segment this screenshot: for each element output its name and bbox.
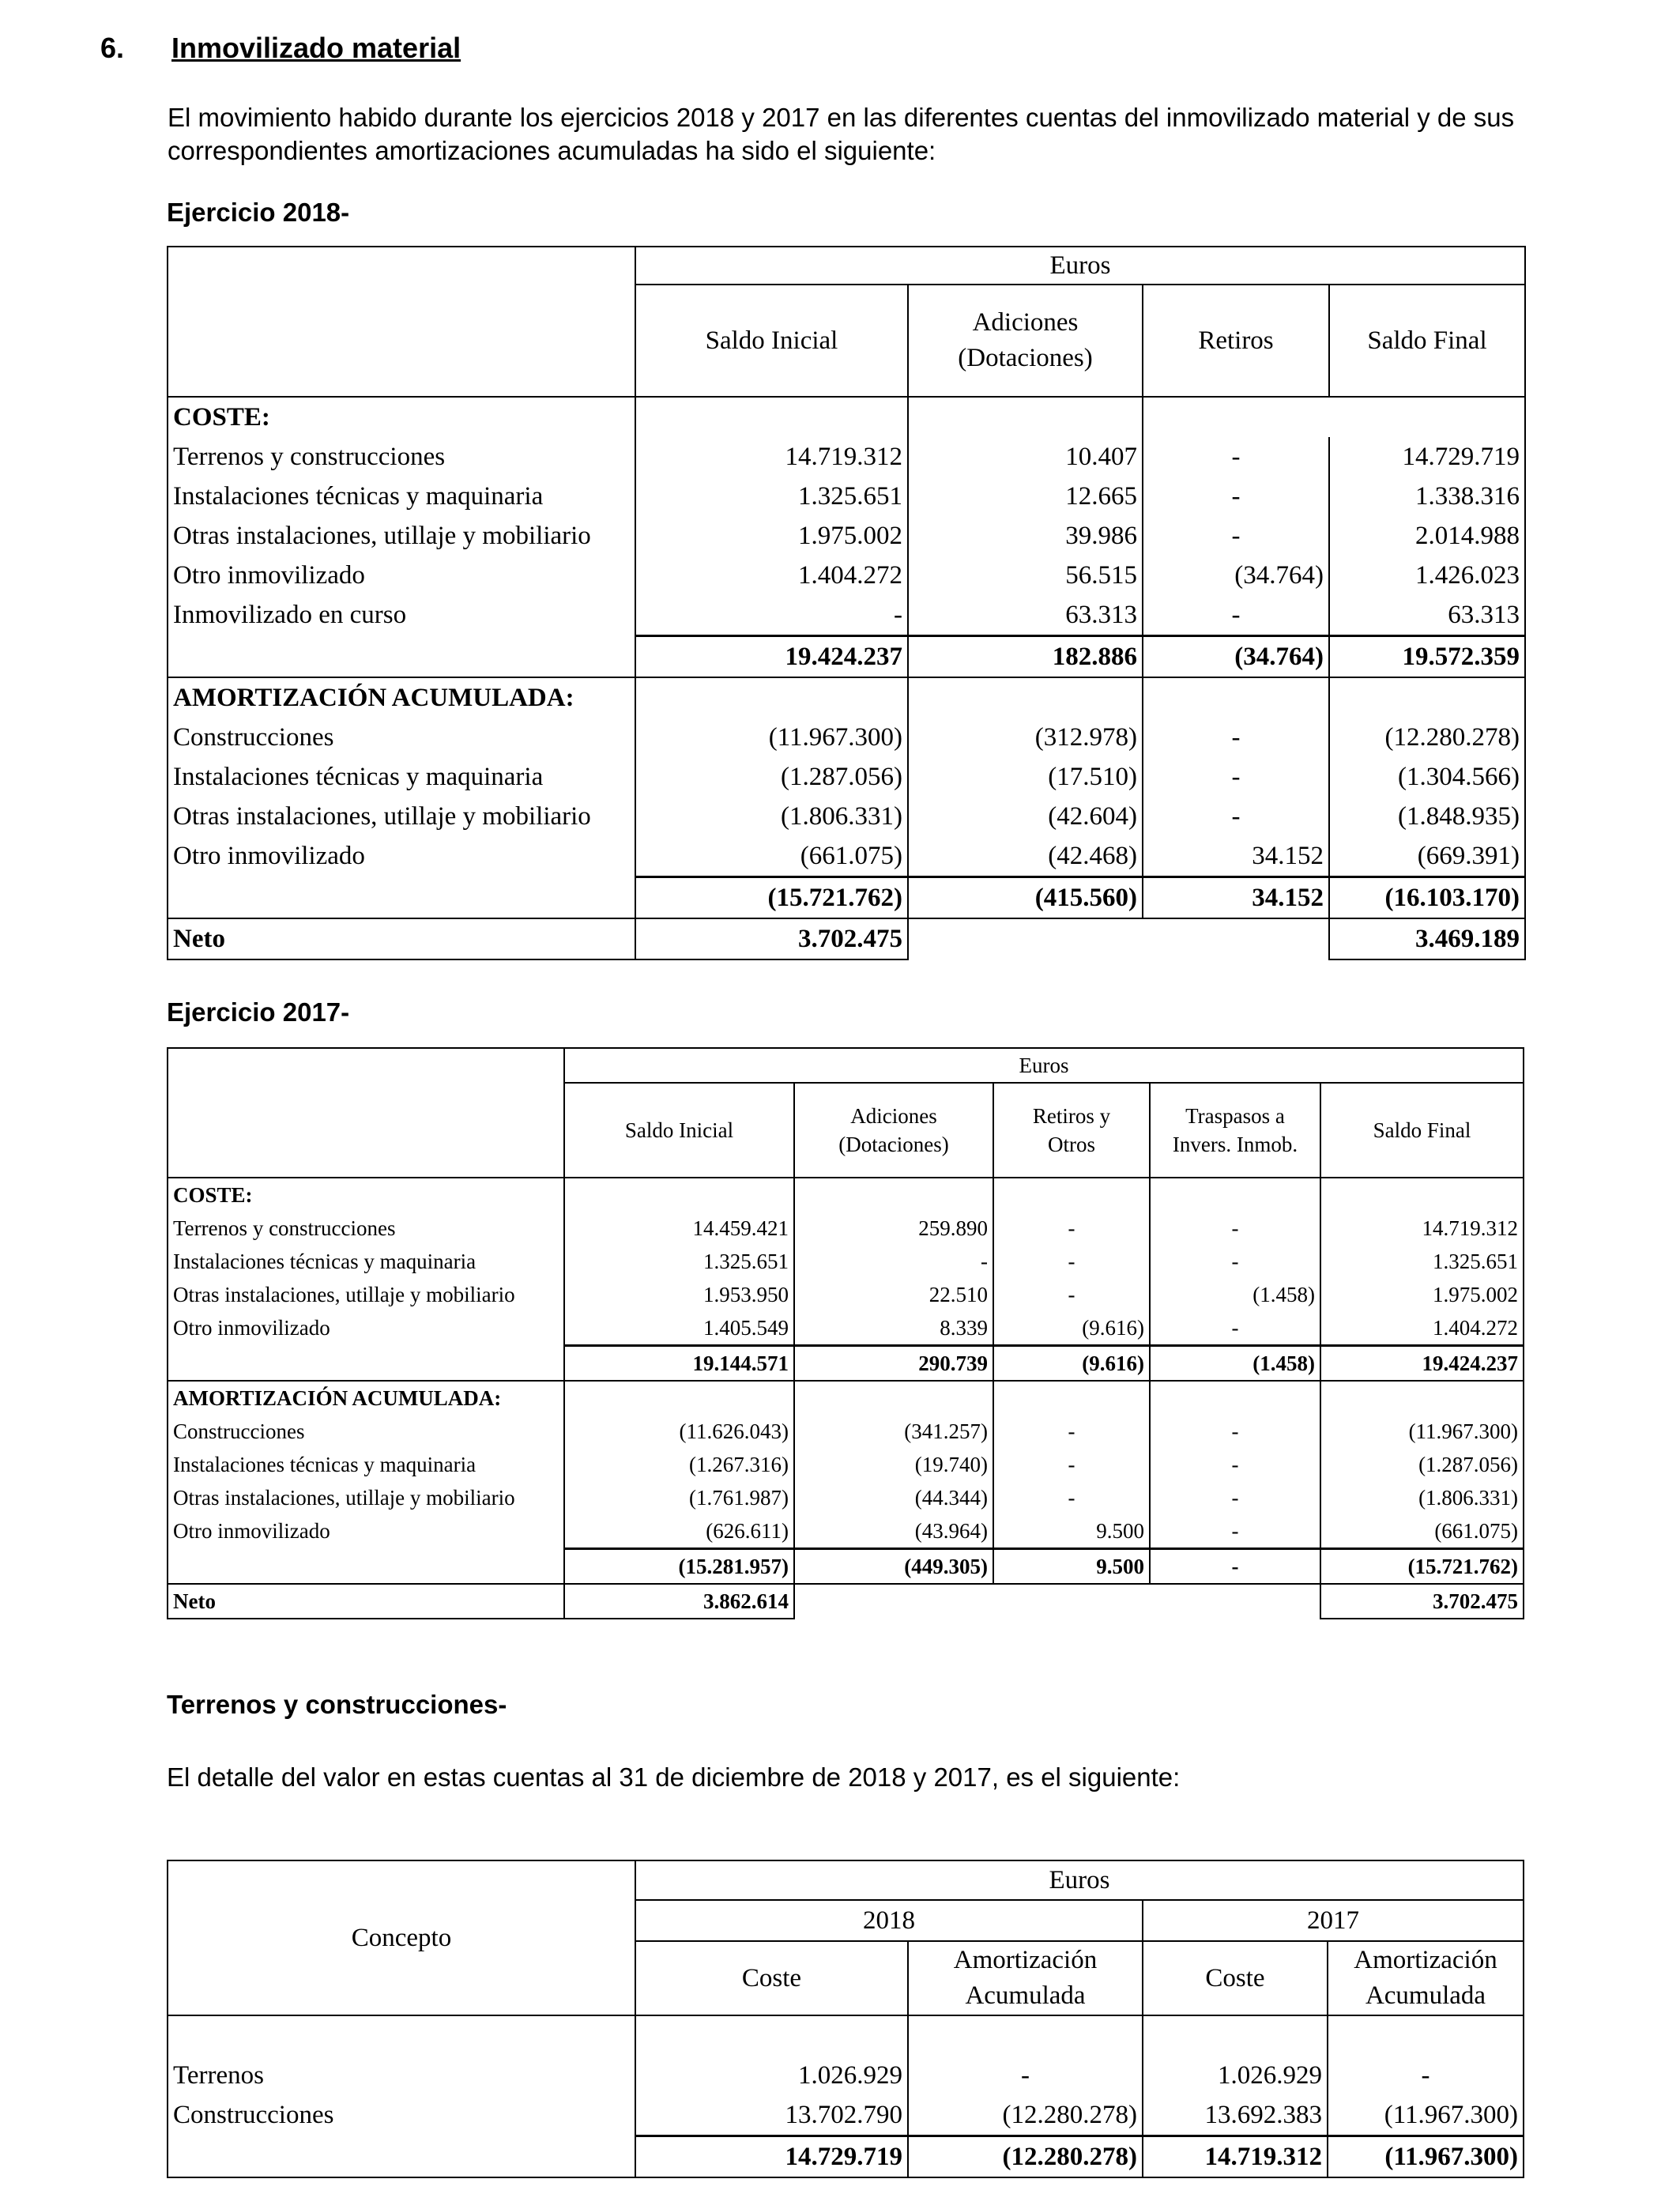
row-value: (661.075) [635, 836, 908, 877]
row-value: (1.267.316) [564, 1448, 794, 1481]
col-saldo-final: Saldo Final [1320, 1083, 1524, 1178]
coste-total: 19.424.237 [1320, 1346, 1524, 1382]
row-value: 22.510 [794, 1278, 993, 1311]
row-value: 10.407 [908, 437, 1143, 477]
table-row [168, 1448, 1524, 1481]
col-traspasos [1150, 1083, 1320, 1178]
terrenos-intro: El detalle del valor en estas cuentas al 31 de diciembre de 2018 y 2017, es el siguiente: [167, 1762, 1181, 1792]
table-row [168, 437, 1525, 477]
row-label: Otras instalaciones, utillaje y mobiliario [168, 1278, 564, 1311]
coste-label: COSTE: [168, 1178, 564, 1212]
row-value: 14.459.421 [564, 1212, 794, 1245]
row-value: (661.075) [1320, 1514, 1524, 1549]
row-label: Otro inmovilizado [168, 556, 635, 595]
row-label: Otras instalaciones, utillaje y mobiliario [168, 1481, 564, 1514]
coste-label: COSTE: [168, 397, 635, 437]
row-value: (1.761.987) [564, 1481, 794, 1514]
row-value: (669.391) [1329, 836, 1525, 877]
row-value: - [1231, 762, 1241, 791]
header-blank [168, 247, 635, 397]
row-label: Otras instalaciones, utillaje y mobiliario [168, 516, 635, 556]
row-value: - [993, 1278, 1150, 1311]
row-value: (42.604) [908, 797, 1143, 836]
table-row [168, 797, 1525, 836]
amort-total: (16.103.170) [1329, 877, 1525, 919]
row-label: Construcciones [168, 1415, 564, 1448]
row-value: (11.626.043) [564, 1415, 794, 1448]
col-coste-2017: Coste [1143, 1941, 1328, 2015]
table-row [168, 2095, 1524, 2136]
row-label: Instalaciones técnicas y maquinaria [168, 1448, 564, 1481]
neto-final: 3.702.475 [1320, 1584, 1524, 1619]
col-retiros: Retiros [1143, 285, 1329, 397]
table-2018 [167, 246, 1526, 960]
row-value: (34.764) [1234, 560, 1324, 590]
row-value: (11.967.300) [635, 718, 908, 757]
amort-total: (15.721.762) [1320, 1549, 1524, 1585]
coste-total: 19.144.571 [564, 1346, 794, 1382]
row-value: 14.719.312 [635, 437, 908, 477]
row-value: 39.986 [908, 516, 1143, 556]
row-value: - [1231, 481, 1241, 511]
row-value: - [794, 1245, 993, 1278]
amort-total: - [1150, 1549, 1320, 1585]
col-saldo-inicial: Saldo Inicial [635, 285, 908, 397]
year-2018: 2018 [635, 1900, 1143, 1941]
table-row [168, 836, 1525, 877]
row-value: 1.404.272 [635, 556, 908, 595]
row-value: (9.616) [993, 1311, 1150, 1346]
row-value: - [1150, 1448, 1320, 1481]
row-label: Instalaciones técnicas y maquinaria [168, 477, 635, 516]
table-row [168, 516, 1525, 556]
row-value: 34.152 [1252, 841, 1324, 870]
col-retiros [993, 1083, 1150, 1178]
row-value: (17.510) [908, 757, 1143, 797]
amort-total: 9.500 [993, 1549, 1150, 1585]
coste-total: 19.572.359 [1329, 636, 1525, 678]
table-row [168, 2056, 1524, 2095]
row-value: 12.665 [908, 477, 1143, 516]
amort-total: (449.305) [794, 1549, 993, 1585]
col-adiciones-line2: (Dotaciones) [958, 344, 1093, 372]
col-traspasos-line1: Traspasos a [1185, 1103, 1285, 1128]
neto-inicial: 3.862.614 [564, 1584, 794, 1619]
row-value: (1.287.056) [635, 757, 908, 797]
row-value: - [993, 1415, 1150, 1448]
row-value: 1.426.023 [1329, 556, 1525, 595]
coste-total: 182.886 [908, 636, 1143, 678]
row-value: - [993, 1448, 1150, 1481]
row-value: 14.729.719 [1329, 437, 1525, 477]
col-amort-line2: Acumulada [1365, 1981, 1486, 2010]
table-row [168, 1481, 1524, 1514]
total-coste-2017: 14.719.312 [1143, 2136, 1328, 2178]
row-label: Terrenos y construcciones [168, 437, 635, 477]
heading-terrenos: Terrenos y construcciones- [167, 1690, 507, 1719]
row-value: (11.967.300) [1320, 1415, 1524, 1448]
coste-total: (34.764) [1143, 636, 1329, 678]
row-value: 9.500 [993, 1514, 1150, 1549]
row-value: 1.953.950 [564, 1278, 794, 1311]
heading-2017: Ejercicio 2017- [167, 997, 350, 1027]
col-amort-line1: Amortización [953, 1946, 1098, 1975]
row-value: (626.611) [564, 1514, 794, 1549]
amort-total: 34.152 [1143, 877, 1329, 919]
row-value: 1.325.651 [564, 1245, 794, 1278]
total-amort-2017: (11.967.300) [1328, 2136, 1524, 2178]
row-value: - [1150, 1311, 1320, 1346]
currency-label: Euros [635, 1860, 1524, 1900]
col-adiciones-line1: Adiciones [850, 1103, 937, 1128]
row-value: (1.304.566) [1329, 757, 1525, 797]
col-coste-2018: Coste [635, 1941, 908, 2015]
section-heading [100, 32, 461, 65]
row-value: (44.344) [794, 1481, 993, 1514]
coste-total: 290.739 [794, 1346, 993, 1382]
row-label: Instalaciones técnicas y maquinaria [168, 757, 635, 797]
amort-total: (415.560) [908, 877, 1143, 919]
col-amort-line1: Amortización [1354, 1946, 1497, 1975]
table-row [168, 477, 1525, 516]
table-row [168, 1278, 1524, 1311]
neto-final: 3.469.189 [1329, 918, 1525, 959]
row-value: - [1231, 600, 1241, 629]
table-row [168, 556, 1525, 595]
table-row [168, 718, 1525, 757]
row-value: 56.515 [908, 556, 1143, 595]
row-label: Otro inmovilizado [168, 1311, 564, 1346]
table-row [168, 757, 1525, 797]
row-value: (1.806.331) [1320, 1481, 1524, 1514]
row-value: - [1150, 1514, 1320, 1549]
concepto-header: Concepto [168, 1860, 635, 2015]
row-value: - [1328, 2056, 1524, 2095]
row-value: 1.404.272 [1320, 1311, 1524, 1346]
row-label: Construcciones [168, 718, 635, 757]
row-value: (312.978) [908, 718, 1143, 757]
row-value: 1.026.929 [1143, 2056, 1328, 2095]
row-value: 1.325.651 [635, 477, 908, 516]
heading-2018: Ejercicio 2018- [167, 198, 350, 227]
header-blank [168, 1048, 564, 1178]
col-saldo-inicial: Saldo Inicial [564, 1083, 794, 1178]
row-value: - [1231, 801, 1241, 831]
row-value: (1.458) [1150, 1278, 1320, 1311]
col-amort-2017 [1328, 1941, 1524, 2015]
row-value: - [1231, 722, 1241, 752]
row-value: (1.848.935) [1329, 797, 1525, 836]
row-value: - [1150, 1481, 1320, 1514]
neto-label: Neto [168, 918, 635, 959]
row-value: - [993, 1481, 1150, 1514]
row-value: (1.806.331) [635, 797, 908, 836]
row-label: Inmovilizado en curso [168, 595, 635, 636]
coste-total: (9.616) [993, 1346, 1150, 1382]
row-value: - [993, 1245, 1150, 1278]
row-value: 63.313 [1329, 595, 1525, 636]
row-label: Instalaciones técnicas y maquinaria [168, 1245, 564, 1278]
row-value: 13.702.790 [635, 2095, 908, 2136]
total-coste-2018: 14.729.719 [635, 2136, 908, 2178]
row-label: Otras instalaciones, utillaje y mobiliario [168, 797, 635, 836]
col-saldo-final: Saldo Final [1329, 285, 1525, 397]
row-value: 1.975.002 [1320, 1278, 1524, 1311]
table-row [168, 595, 1525, 636]
year-2017: 2017 [1143, 1900, 1524, 1941]
currency-label: Euros [564, 1048, 1524, 1083]
row-value: 259.890 [794, 1212, 993, 1245]
row-value: (341.257) [794, 1415, 993, 1448]
col-traspasos-line2: Invers. Inmob. [1172, 1133, 1298, 1156]
row-value: - [908, 2056, 1143, 2095]
row-value: - [1150, 1212, 1320, 1245]
row-value: 1.405.549 [564, 1311, 794, 1346]
row-value: 1.338.316 [1329, 477, 1525, 516]
col-adiciones [794, 1083, 993, 1178]
row-value: (12.280.278) [908, 2095, 1143, 2136]
row-value: - [1150, 1415, 1320, 1448]
table-row [168, 1245, 1524, 1278]
neto-label: Neto [168, 1584, 564, 1619]
table-2017 [167, 1047, 1524, 1619]
row-value: (42.468) [908, 836, 1143, 877]
neto-inicial: 3.702.475 [635, 918, 908, 959]
amort-total: (15.281.957) [564, 1549, 794, 1585]
table-terrenos [167, 1860, 1524, 2178]
row-value: 14.719.312 [1320, 1212, 1524, 1245]
row-value: (1.287.056) [1320, 1448, 1524, 1481]
amort-label: AMORTIZACIÓN ACUMULADA: [168, 677, 635, 718]
section-number: 6. [100, 32, 125, 64]
row-value: 63.313 [908, 595, 1143, 636]
row-value: 1.975.002 [635, 516, 908, 556]
row-label: Otro inmovilizado [168, 836, 635, 877]
table-row [168, 1212, 1524, 1245]
row-label: Otro inmovilizado [168, 1514, 564, 1549]
row-value: 1.026.929 [635, 2056, 908, 2095]
col-adiciones-line1: Adiciones [972, 308, 1079, 337]
row-value: (11.967.300) [1328, 2095, 1524, 2136]
row-value: (12.280.278) [1329, 718, 1525, 757]
coste-total: (1.458) [1150, 1346, 1320, 1382]
row-value: 1.325.651 [1320, 1245, 1524, 1278]
table-row [168, 1311, 1524, 1346]
row-value: - [1150, 1245, 1320, 1278]
row-value: (19.740) [794, 1448, 993, 1481]
table-row [168, 1514, 1524, 1549]
coste-total: 19.424.237 [635, 636, 908, 678]
col-retiros-line1: Retiros y [1032, 1103, 1111, 1128]
row-label: Terrenos y construcciones [168, 1212, 564, 1245]
row-value: 2.014.988 [1329, 516, 1525, 556]
col-retiros-line2: Otros [1048, 1133, 1095, 1156]
col-adiciones [908, 285, 1143, 397]
table-row [168, 1415, 1524, 1448]
row-value: 8.339 [794, 1311, 993, 1346]
row-value: - [1231, 442, 1241, 471]
row-label: Construcciones [168, 2095, 635, 2136]
total-amort-2018: (12.280.278) [908, 2136, 1143, 2178]
col-amort-line2: Acumulada [965, 1981, 1086, 2010]
amort-total: (15.721.762) [635, 877, 908, 919]
row-value: - [993, 1212, 1150, 1245]
row-value: - [635, 595, 908, 636]
section-title: Inmovilizado material [171, 32, 461, 64]
col-adiciones-line2: (Dotaciones) [838, 1133, 949, 1156]
currency-label: Euros [635, 247, 1525, 285]
col-amort-2018 [908, 1941, 1143, 2015]
row-value: 13.692.383 [1143, 2095, 1328, 2136]
row-value: (43.964) [794, 1514, 993, 1549]
intro-paragraph: El movimiento habido durante los ejercicios 2018 y 2017 en las diferentes cuentas del inmovilizado material y de sus correspondientes amortizaciones acumuladas ha sido el siguiente: [168, 103, 1515, 165]
row-value: - [1231, 521, 1241, 550]
row-label: Terrenos [168, 2056, 635, 2095]
amort-label: AMORTIZACIÓN ACUMULADA: [168, 1381, 564, 1415]
